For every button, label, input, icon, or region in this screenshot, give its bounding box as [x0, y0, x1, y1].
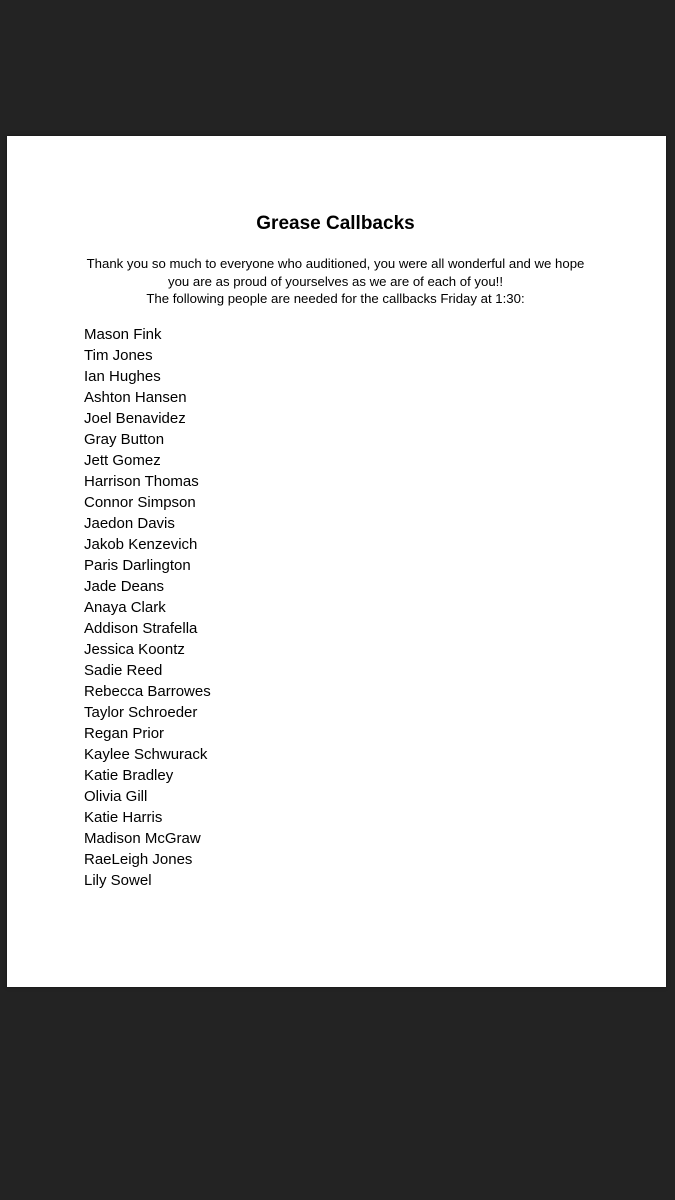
list-item: Anaya Clark: [84, 599, 166, 616]
list-item: Ian Hughes: [84, 368, 161, 385]
list-item: Jessica Koontz: [84, 641, 185, 658]
list-item: Katie Harris: [84, 809, 163, 826]
list-item: Kaylee Schwurack: [84, 746, 208, 763]
page-title: Grease Callbacks: [256, 213, 415, 234]
list-item: Jakob Kenzevich: [84, 536, 198, 553]
callback-names-list: [84, 324, 211, 891]
list-item: Ashton Hansen: [84, 389, 187, 406]
list-item: Olivia Gill: [84, 788, 148, 805]
list-item: Madison McGraw: [84, 830, 201, 847]
list-item: Regan Prior: [84, 725, 165, 742]
list-item: Rebecca Barrowes: [84, 683, 211, 700]
list-item: Katie Bradley: [84, 767, 174, 784]
list-item: RaeLeigh Jones: [84, 851, 193, 868]
list-item: Jett Gomez: [84, 452, 161, 469]
list-item: Jade Deans: [84, 578, 165, 595]
intro-text: [0, 255, 671, 308]
intro-line: Thank you so much to everyone who auditioned, you were all wonderful and we hope: [86, 256, 585, 271]
list-item: Connor Simpson: [84, 494, 196, 511]
list-item: Addison Strafella: [84, 620, 198, 637]
list-item: Taylor Schroeder: [84, 704, 198, 721]
list-item: Jaedon Davis: [84, 515, 175, 532]
list-item: Paris Darlington: [84, 557, 191, 574]
list-item: Joel Benavidez: [84, 410, 186, 427]
list-item: Mason Fink: [84, 326, 162, 343]
list-item: Harrison Thomas: [84, 473, 199, 490]
intro-line: The following people are needed for the callbacks Friday at 1:30:: [146, 291, 525, 306]
intro-line: you are as proud of yourselves as we are of each of you!!: [167, 273, 503, 289]
list-item: Tim Jones: [84, 347, 153, 364]
list-item: Gray Button: [84, 431, 165, 448]
list-item: Sadie Reed: [84, 662, 163, 679]
list-item: Lily Sowel: [84, 872, 152, 889]
